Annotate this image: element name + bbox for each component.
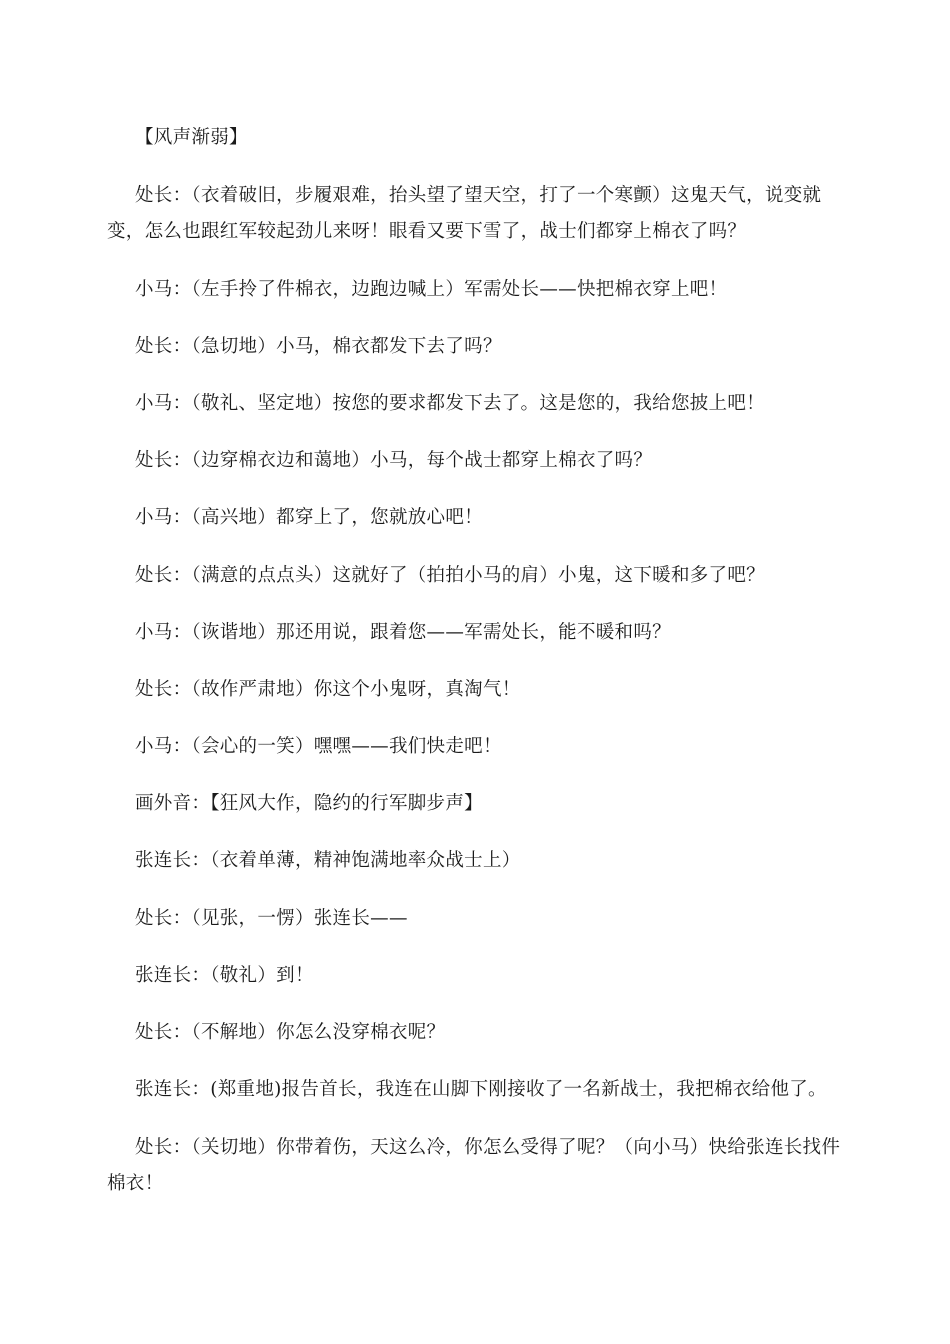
stage-direction: 【风声渐弱】: [135, 127, 248, 148]
dialogue-line: 处长：（边穿棉衣边和蔼地）小马，每个战士都穿上棉衣了吗？: [135, 450, 653, 471]
dialogue-line: 处长：（不解地）你怎么没穿棉衣呢？: [135, 1022, 446, 1043]
dialogue-line: 处长：（故作严肃地）你这个小鬼呀，真淘气！: [135, 679, 521, 700]
dialogue-line: 小马：（诙谐地）那还用说，跟着您——军需处长，能不暖和吗？: [135, 622, 671, 643]
dialogue-line: 张连长：（敬礼）到！: [135, 965, 314, 986]
dialogue-line: 处长：（满意的点点头）这就好了（拍拍小马的肩）小鬼，这下暖和多了吧？: [135, 565, 765, 586]
dialogue-line: 处长：（见张，一愣）张连长——: [135, 908, 408, 929]
dialogue-line: 小马：（会心的一笑）嘿嘿——我们快走吧！: [135, 736, 502, 757]
dialogue-line: 小马：（左手拎了件棉衣，边跑边喊上）军需处长——快把棉衣穿上吧！: [135, 279, 728, 300]
dialogue-line: 处长：（衣着破旧，步履艰难，抬头望了望天空，打了一个寒颤）这鬼天气，说变就变，怎么也跟红军较起劲儿来呀！眼看又要下雪了，战士们都穿上棉衣了吗？: [107, 185, 822, 242]
voiceover-line: 画外音：【狂风大作，隐约的行军脚步声】: [135, 793, 483, 814]
dialogue-line: 处长：（关切地）你带着伤，天这么冷，你怎么受得了呢？（向小马）快给张连长找件棉衣！: [107, 1137, 841, 1194]
dialogue-line: 处长：（急切地）小马，棉衣都发下去了吗？: [135, 336, 502, 357]
dialogue-line: 张连长：（衣着单薄，精神饱满地率众战士上）: [135, 850, 521, 871]
dialogue-line: 小马：（高兴地）都穿上了，您就放心吧！: [135, 507, 483, 528]
dialogue-line: 小马：（敬礼、坚定地）按您的要求都发下去了。这是您的，我给您披上吧！: [135, 393, 765, 414]
dialogue-line: 张连长：(郑重地)报告首长，我连在山脚下刚接收了一名新战士，我把棉衣给他了。: [135, 1079, 827, 1100]
